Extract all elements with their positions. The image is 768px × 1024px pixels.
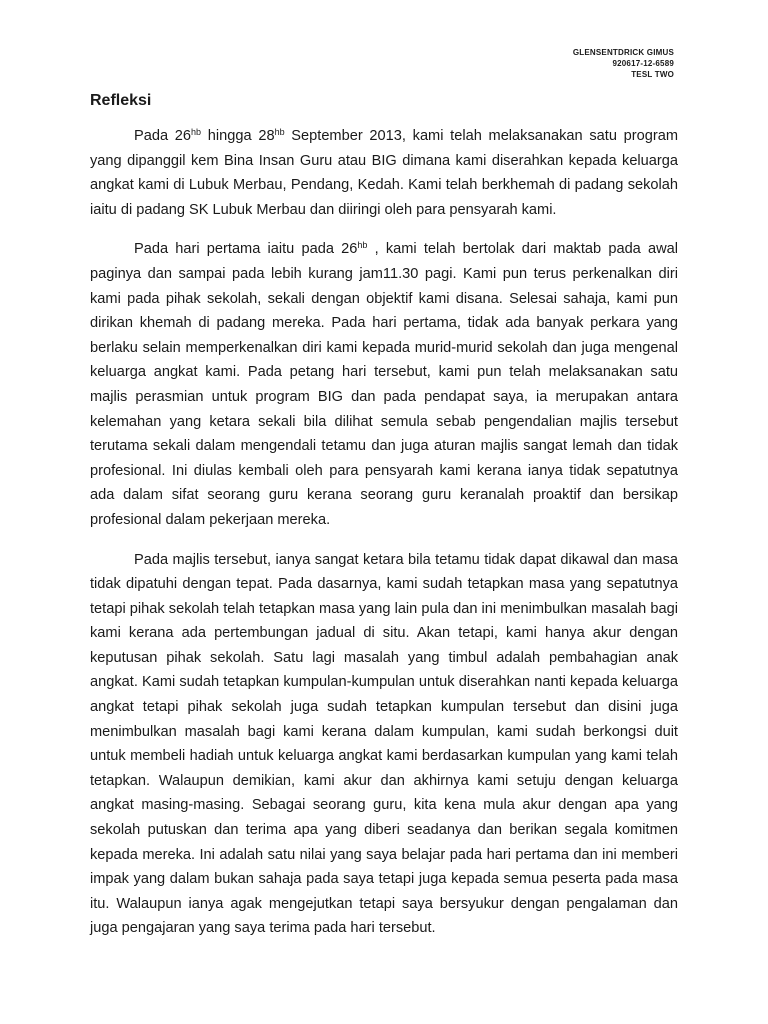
paragraph-2-superscript-1: hb xyxy=(357,240,368,251)
paragraph-1-text-b: hingga 28 xyxy=(201,128,275,144)
paragraph-2-text-a: Pada hari pertama iaitu pada 26 xyxy=(134,241,358,258)
paragraph-2 xyxy=(90,237,678,532)
paragraph-2-text-b: , kami telah bertolak dari maktab pada awal paginya dan sampai pada lebih kurang jam11.30 pagi. Kami pun terus perkenalkan diri kami pada pihak sekolah, sekali dengan objektif kami disana. Selesai sahaja, kami pun dirikan khemah di padang mereka. Pada hari pertama, tidak ada banyak perkara yang berlaku selain memperkenalkan diri kami kepada murid-murid sekolah dan juga mengenal keluarga angkat kami. Pada petang hari tersebut, kami pun telah melaksanakan satu majlis perasmian untuk program BIG dan pada pendapat saya, ia merupakan antara kelemahan yang ketara sekali bila dilihat semula sebab pengendalian majlis tersebut terutama sekali dalam mengendali tetamu dan juga aturan majlis sangat lemah dan tidak profesional. Ini diulas kembali oleh para pensyarah kami kerana ianya tidak sepatutnya ada dalam sifat seorang guru kerana seorang guru keranalah proaktif dan bersikap profesional dalam pekerjaan mereka. xyxy=(90,241,678,528)
paragraph-1-superscript-1: hb xyxy=(191,127,202,137)
author-name: GLENSENTDRICK GIMUS xyxy=(572,48,674,57)
author-info xyxy=(573,47,674,80)
paragraph-1 xyxy=(90,124,678,222)
paragraph-1-text-a: Pada 26 xyxy=(134,128,192,144)
document-title: Refleksi xyxy=(90,92,152,109)
author-ic-number: 920617-12-6589 xyxy=(612,59,674,68)
paragraph-3: Pada majlis tersebut, ianya sangat ketara bila tetamu tidak dapat dikawal dan masa tidak dipatuhi dengan tepat. Pada dasarnya, kami sudah tetapkan masa yang sepatutnya tetapi pihak sekolah telah tetapkan masa yang lain pula dan ini menimbulkan masalah bagi kami kerana ada pertembungan jadual di situ. Akan tetapi, kami hanya akur dengan keputusan pihak sekolah. Satu lagi masalah yang timbul adalah pembahagian anak angkat. Kami sudah tetapkan kumpulan-kumpulan untuk diserahkan nanti kepada keluarga angkat tetapi pihak sekolah juga sudah tetapkan kumpulan tersebut dan disini juga menimbulkan masalah bagi kami kerana dalam kumpulan, kami sudah berkongsi duit untuk membeli hadiah untuk keluarga angkat kami berdasarkan kumpulan yang kami telah tetapkan. Walaupun demikian, kami akur dan akhirnya kami setuju dengan keluarga angkat masing-masing. Sebagai seorang guru, kita kena mula akur dengan apa yang sekolah putuskan dan terima apa yang diberi seadanya dan berikan segala komitmen kepada mereka. Ini adalah satu nilai yang saya belajar pada hari pertama dan ini memberi impak yang dalam bukan sahaja pada saya tetapi juga kepada semua peserta pada masa itu. Walaupun ianya agak mengejutkan tetapi saya bersyukur dengan pengalaman dan juga pengajaran yang saya terima pada hari tersebut. xyxy=(90,551,678,937)
paragraph-1-superscript-2: hb xyxy=(274,127,285,137)
document-body xyxy=(90,124,678,956)
paragraph-1-text-c: September 2013, kami telah melaksanakan satu program yang dipanggil kem Bina Insan Guru atau BIG dimana kami diserahkan kepada keluarga angkat kami di Lubuk Merbau, Pendang, Kedah. Kami telah berkhemah di padang sekolah iaitu di padang SK Lubuk Merbau dan diiringi oleh para pensyarah kami. xyxy=(90,128,679,218)
author-group: TESL TWO xyxy=(631,70,674,79)
